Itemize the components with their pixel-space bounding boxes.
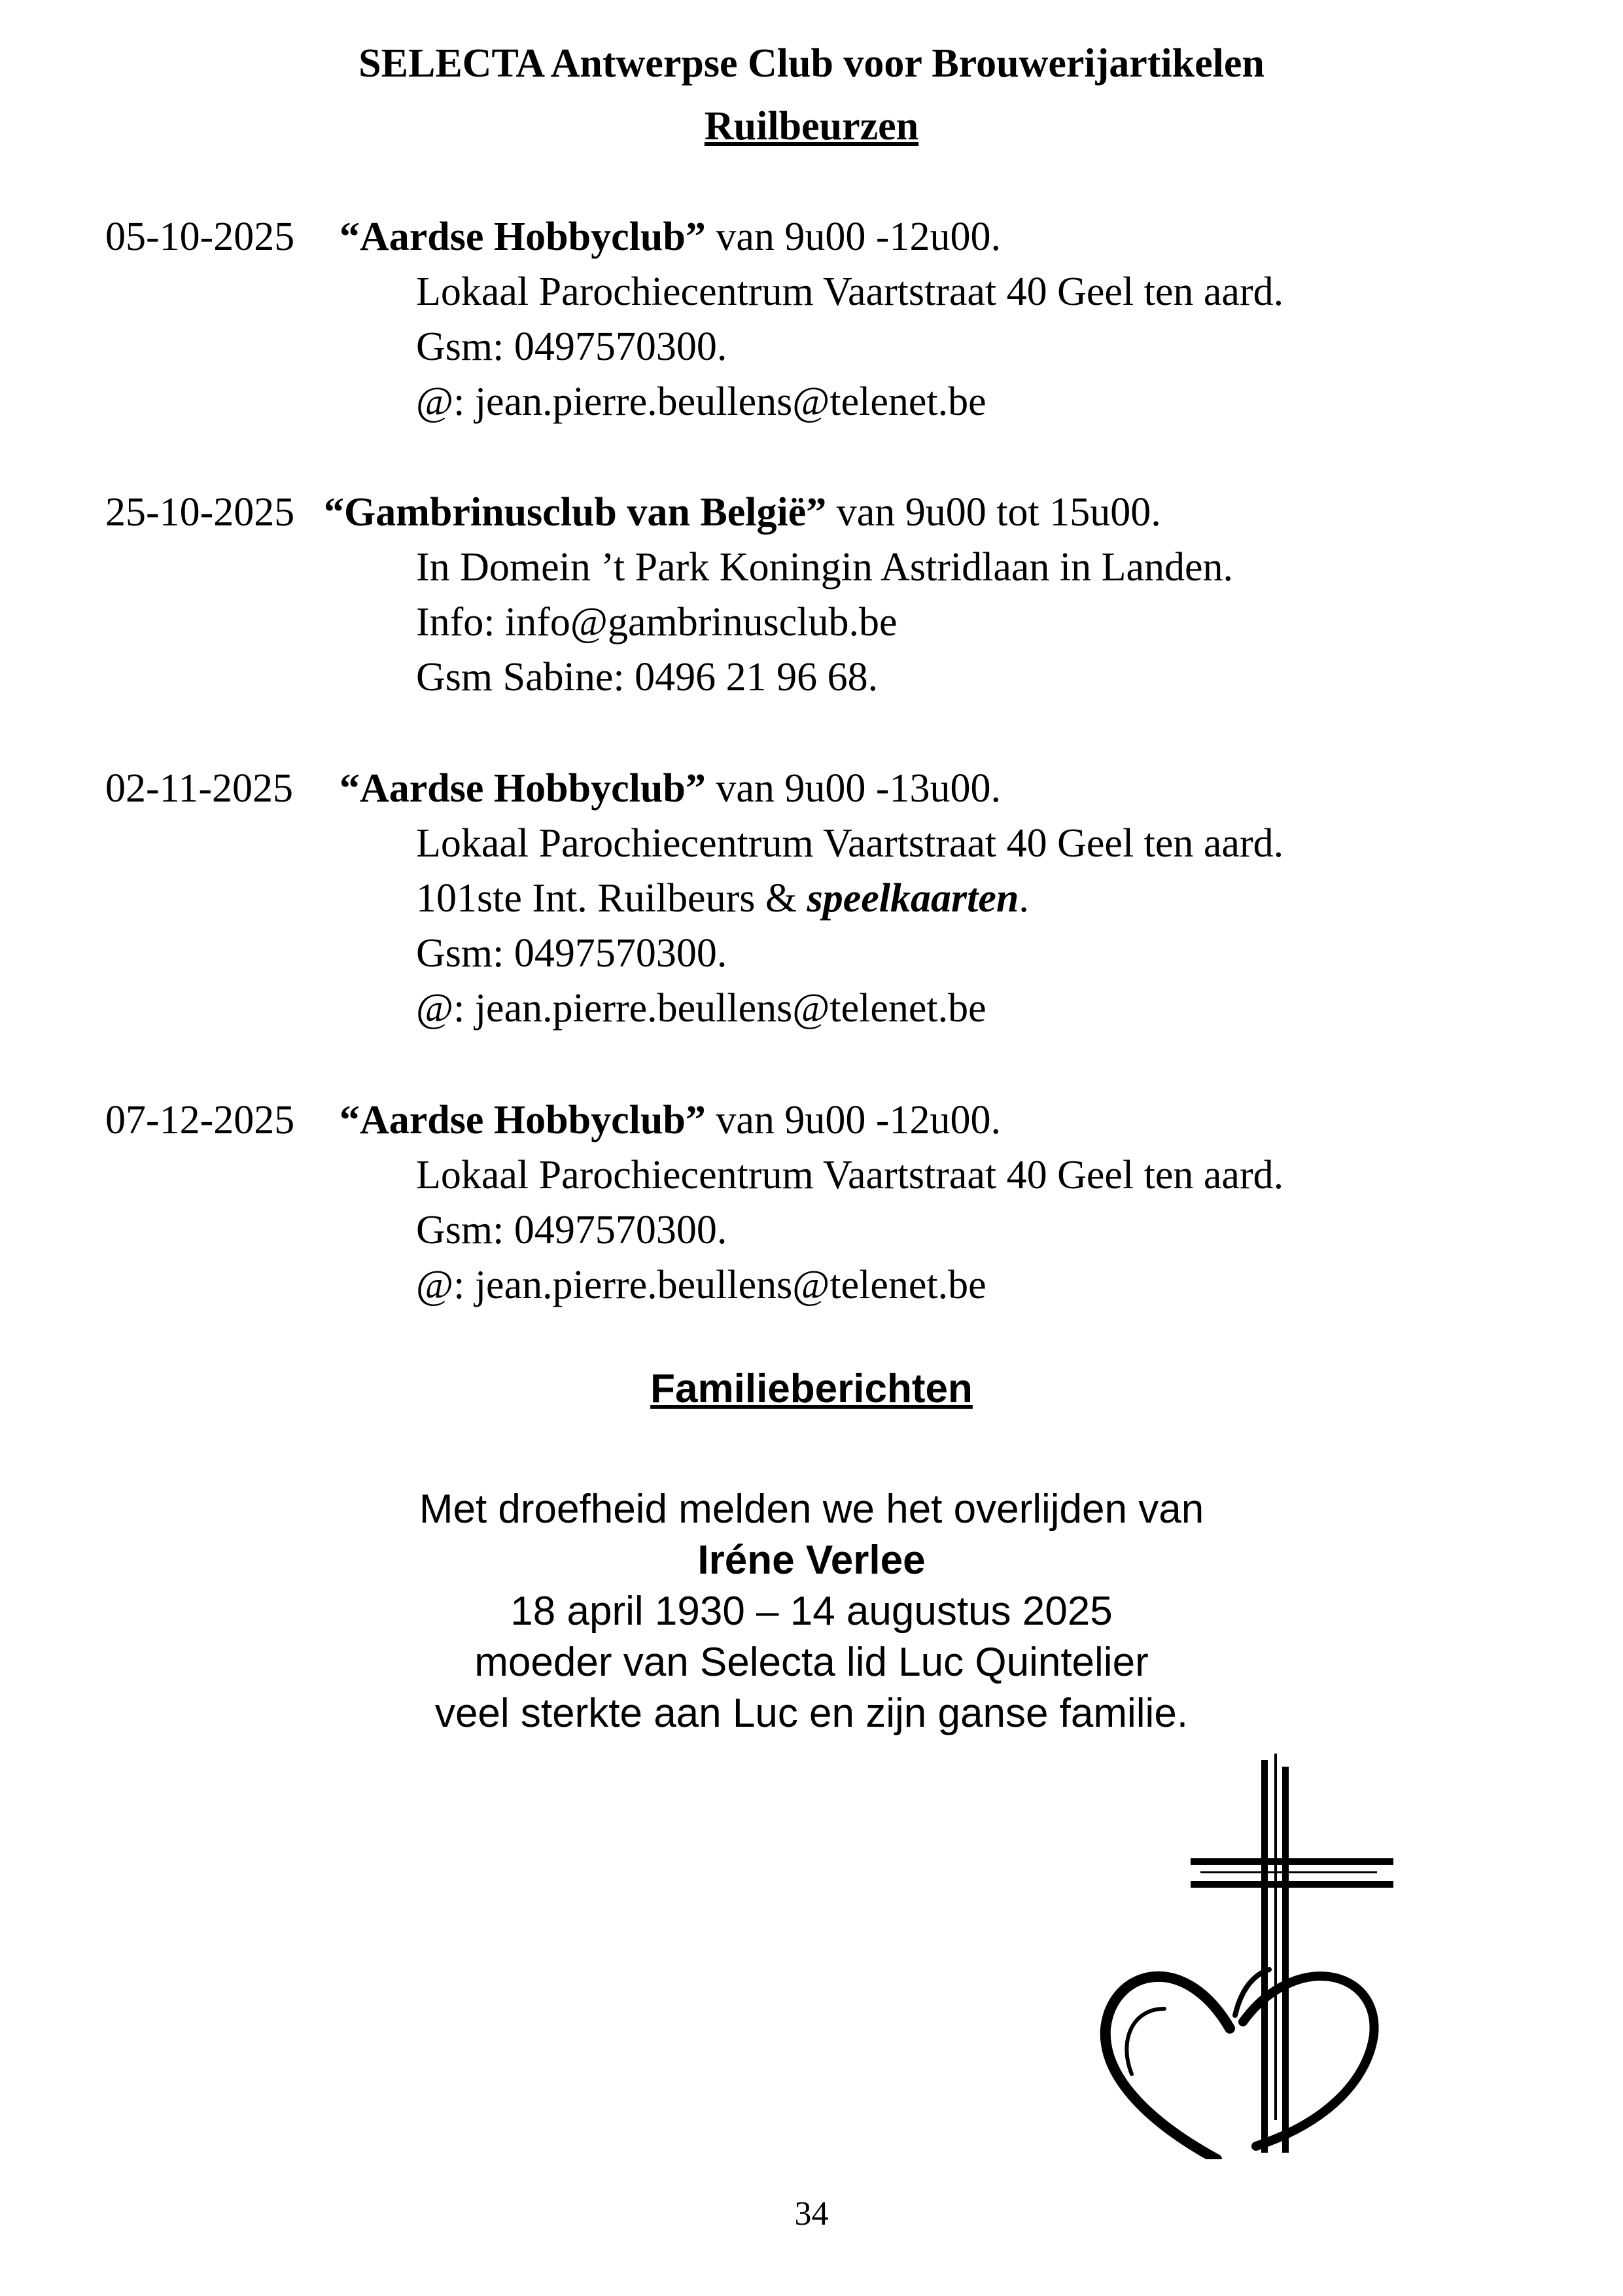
event-extra-emphasis: speelkaarten	[807, 876, 1019, 921]
event-email: @: jean.pierre.beullens@telenet.be	[416, 380, 986, 424]
obituary-wishes: veel sterkte aan Luc en zijn ganse familie.	[434, 1691, 1189, 1736]
event-time: van 9u00 -12u00.	[705, 215, 1001, 259]
obituary-intro: Met droefheid melden we het overlijden van	[419, 1487, 1204, 1532]
event-entry	[105, 761, 1544, 1036]
event-time: van 9u00 -13u00.	[705, 766, 1001, 811]
event-time: van 9u00 tot 15u00.	[826, 490, 1161, 535]
obituary-dates: 18 april 1930 – 14 augustus 2025	[510, 1589, 1113, 1634]
event-extra-suffix: .	[1019, 876, 1029, 921]
event-location: In Domein ’t Park Koningin Astridlaan in Landen.	[416, 545, 1233, 590]
club-title: SELECTA Antwerpse Club voor Brouwerijartikelen	[358, 41, 1265, 86]
event-phone: Gsm: 0497570300.	[416, 931, 727, 976]
event-location: Lokaal Parochiecentrum Vaartstraat 40 Geel ten aard.	[416, 1153, 1284, 1197]
event-header-line	[105, 761, 1544, 816]
page-number: 34	[794, 2195, 829, 2233]
event-club: “Aardse Hobbyclub”	[340, 215, 706, 259]
event-date: 02-11-2025	[105, 766, 293, 811]
event-header-line	[105, 209, 1544, 264]
event-phone: Gsm: 0497570300.	[416, 325, 727, 369]
event-date: 07-12-2025	[105, 1098, 295, 1142]
event-email: @: jean.pierre.beullens@telenet.be	[416, 986, 986, 1031]
event-header-line	[105, 1093, 1544, 1148]
event-entry	[105, 1093, 1544, 1313]
event-club: “Gambrinusclub van België”	[324, 490, 827, 535]
event-heading	[340, 1093, 1001, 1148]
obituary-relation: moeder van Selecta lid Luc Quintelier	[474, 1640, 1149, 1685]
event-heading	[340, 761, 1001, 816]
event-extra	[105, 871, 1544, 926]
event-club: “Aardse Hobbyclub”	[340, 1098, 706, 1142]
event-location: Lokaal Parochiecentrum Vaartstraat 40 Geel ten aard.	[416, 821, 1284, 866]
event-time: van 9u00 -12u00.	[705, 1098, 1001, 1142]
event-entry	[105, 485, 1544, 705]
event-entry	[105, 209, 1544, 429]
event-date: 25-10-2025	[105, 490, 295, 535]
event-extra-text: 101ste Int. Ruilbeurs &	[416, 876, 807, 921]
event-heading	[324, 485, 1161, 540]
event-phone: Gsm: 0497570300.	[416, 1208, 727, 1252]
event-heading	[340, 209, 1001, 264]
event-location: Lokaal Parochiecentrum Vaartstraat 40 Geel ten aard.	[416, 270, 1284, 314]
event-header-line	[105, 485, 1544, 540]
event-info: Info: info@gambrinusclub.be	[416, 600, 898, 645]
event-email: @: jean.pierre.beullens@telenet.be	[416, 1263, 986, 1307]
obituary-name: Iréne Verlee	[697, 1538, 926, 1583]
event-phone: Gsm Sabine: 0496 21 96 68.	[416, 655, 879, 699]
section-title-familieberichten: Familieberichten	[650, 1366, 973, 1411]
section-title-ruilbeurzen: Ruilbeurzen	[704, 104, 919, 149]
obituary-notice	[0, 1484, 1623, 1739]
cross-heart-icon	[1086, 1754, 1393, 2159]
event-date: 05-10-2025	[105, 215, 295, 259]
event-club: “Aardse Hobbyclub”	[340, 766, 706, 811]
